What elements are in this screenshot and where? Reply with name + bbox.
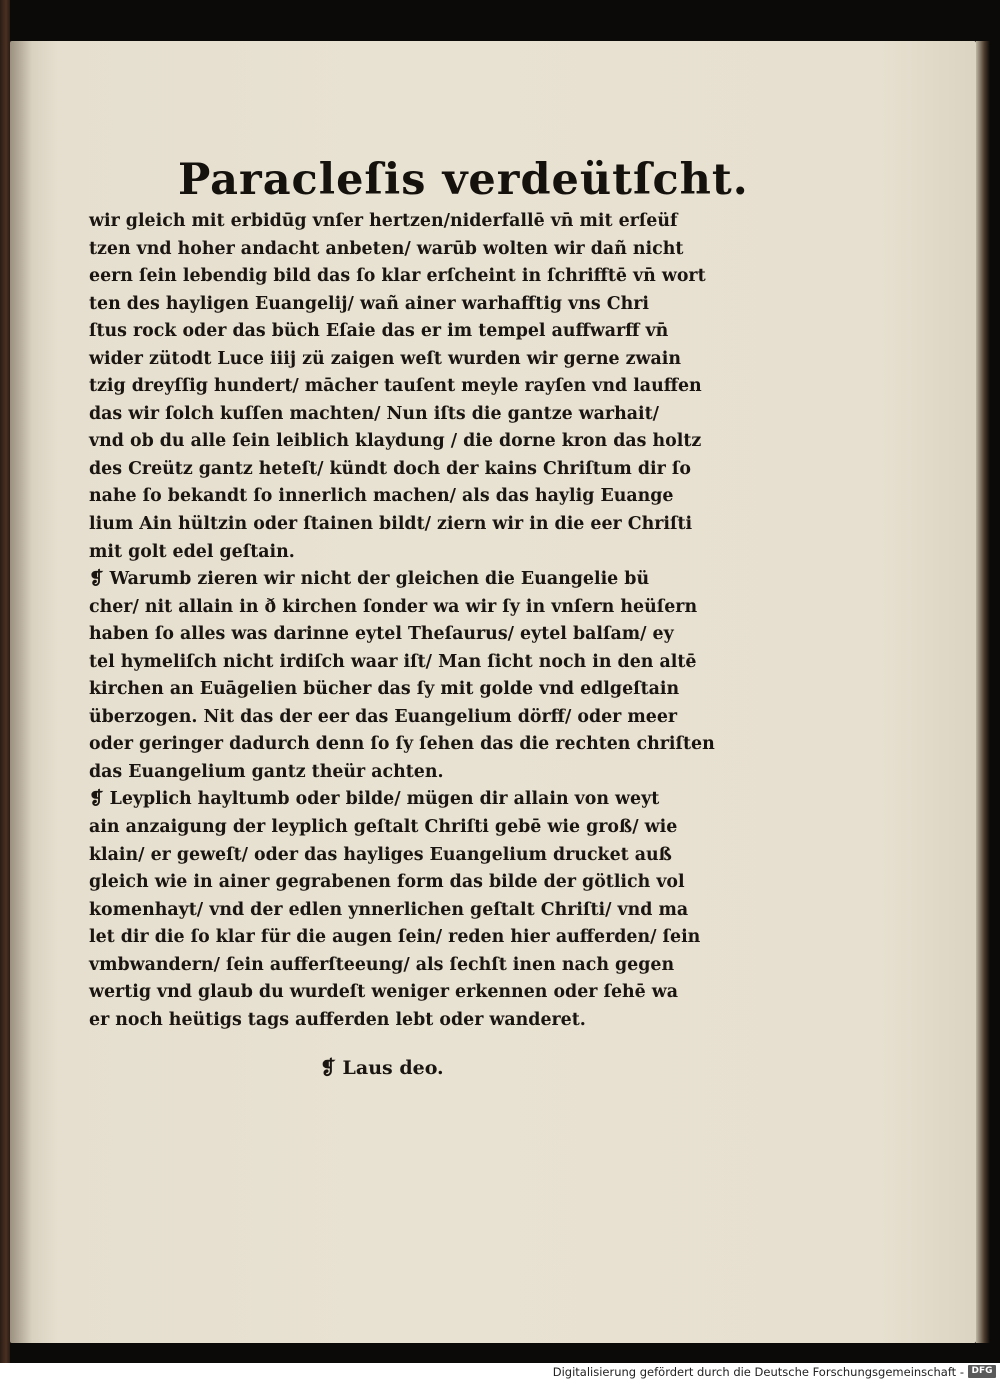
text-line: haben ſo alles was darinne eytel Theſaurus/ eytel balſam/ ey bbox=[89, 624, 674, 645]
text-line: vnd ob du alle ſein leiblich klaydung / die dorne kron das holtz bbox=[89, 431, 702, 452]
text-line: ❡ Warumb zieren wir nicht der gleichen die Euangelie bü bbox=[89, 569, 650, 590]
text-line: ain anzaigung der leyplich geſtalt Chriſti gebē wie groß/ wie bbox=[89, 817, 678, 838]
text-line: des Creütz gantz heteſt/ kündt doch der kains Chriſtum dir ſo bbox=[89, 458, 691, 479]
text-line: kirchen an Euāgelien bücher das ſy mit golde vnd edlgeſtain bbox=[89, 679, 680, 700]
body-text bbox=[89, 208, 729, 1034]
text-line: tzig dreyſſig hundert/ mācher tauſent meyle rayſen vnd lauffen bbox=[89, 376, 702, 397]
text-line: cher/ nit allain in ð kirchen ſonder wa wir ſy in vnſern heüſern bbox=[89, 596, 698, 617]
text-line: wir gleich mit erbidūg vnſer hertzen/niderfallē vn̄ mit erſeüf bbox=[89, 211, 678, 231]
text-line: lium Ain hültzin oder ſtainen bildt/ ziern wir in die eer Chriſti bbox=[89, 514, 693, 535]
text-line: er noch heütigs tags aufferden lebt oder wanderet. bbox=[89, 1009, 586, 1030]
book-binding-edge bbox=[0, 0, 10, 1363]
text-line: mit golt edel geſtain. bbox=[89, 541, 295, 562]
text-line: tzen vnd hoher andacht anbeten/ warūb wolten wir dañ nicht bbox=[89, 238, 684, 259]
page-heading: Paracleſis verdeütſcht. bbox=[178, 155, 749, 205]
text-line: das wir ſolch kuſſen machten/ Nun iſts die gantze warhait/ bbox=[89, 403, 660, 424]
text-line: klain/ er geweſt/ oder das hayliges Euangelium drucket auß bbox=[89, 844, 672, 865]
text-line: gleich wie in ainer gegrabenen form das bilde der götlich vol bbox=[89, 872, 685, 893]
page-gutter-shadow bbox=[10, 41, 32, 1343]
text-line: nahe ſo bekandt ſo innerlich machen/ als das haylig Euange bbox=[89, 486, 674, 507]
text-line: das Euangelium gantz theür achten. bbox=[89, 761, 444, 782]
funding-credit: Digitalisierung gefördert durch die Deutsche Forschungsgemeinschaft - bbox=[552, 1365, 964, 1379]
text-line: ❡ Leyplich hayltumb oder bilde/ mügen dir allain von weyt bbox=[89, 789, 660, 810]
text-line: komenhayt/ vnd der edlen ynnerlichen geſtalt Chriſti/ vnd ma bbox=[89, 899, 689, 920]
page-right-edge bbox=[976, 41, 990, 1343]
text-line: ſtus rock oder das büch Eſaie das er im tempel auffwarff vn̄ bbox=[89, 321, 669, 342]
text-line: überzogen. Nit das der eer das Euangelium dörff/ oder meer bbox=[89, 706, 678, 727]
text-line: let dir die ſo klar für die augen ſein/ reden hier aufferden/ ſein bbox=[89, 927, 701, 948]
text-line: wider zütodt Luce iiij zü zaigen weſt wurden wir gerne zwain bbox=[89, 348, 682, 369]
text-line: tel hymeliſch nicht irdiſch waar iſt/ Man ſicht noch in den altē bbox=[89, 651, 697, 672]
text-line: eern ſein lebendig bild das ſo klar erſcheint in ſchrifftē vn̄ wort bbox=[89, 266, 706, 287]
dfg-logo: DFG bbox=[968, 1365, 996, 1378]
text-line: vmbwandern/ ſein aufferſteeung/ als ſechſt inen nach gegen bbox=[89, 954, 675, 975]
text-line: wertig vnd glaub du wurdeſt weniger erkennen oder ſehē wa bbox=[89, 982, 679, 1003]
closing-line: ❡ Laus deo. bbox=[320, 1057, 444, 1079]
text-line: ten des hayligen Euangelij/ wañ ainer warhafftig vns Chri bbox=[89, 293, 649, 314]
text-line: oder geringer dadurch denn ſo ſy ſehen das die rechten chriſten bbox=[89, 734, 715, 755]
footer-bar bbox=[0, 1363, 1000, 1381]
